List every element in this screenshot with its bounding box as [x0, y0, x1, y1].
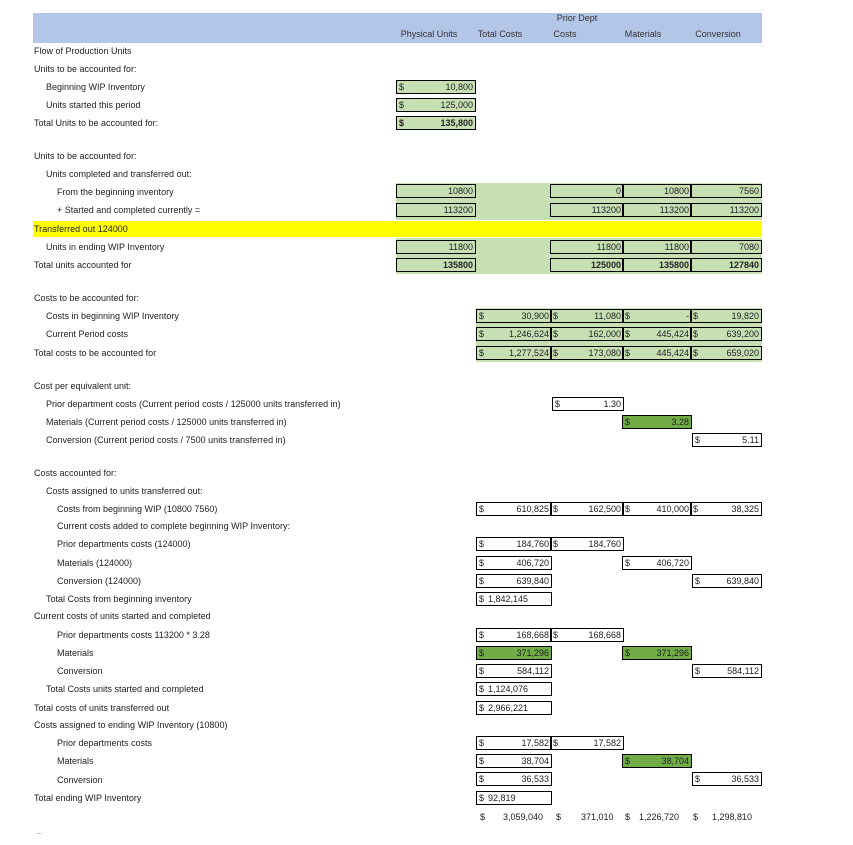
- transferred-out-row: [33, 221, 762, 237]
- header-prior-dept-costs: Costs: [553, 29, 577, 39]
- acc-conversion-ending: Conversion: [57, 775, 103, 785]
- units-conversion-cell: 7080: [690, 240, 762, 254]
- acc-total-transferred: Total costs of units transferred out: [34, 703, 170, 713]
- cpu-conversion-cell: $ 5.11: [692, 433, 762, 447]
- acc-materials-ending: Materials: [57, 756, 94, 766]
- acc-total-cell: $ 639,840: [476, 574, 552, 588]
- acc-materials-124000: Materials (124000): [57, 558, 133, 568]
- acc-total-cell: $ 584,112: [476, 664, 552, 678]
- acc-total-cell: $ 38,704: [476, 754, 552, 768]
- acc-conversion-cell: $ 38,325: [690, 502, 762, 516]
- acc-prior-cell: $ 168,668: [550, 628, 624, 642]
- units-prior-cell: 0: [550, 184, 624, 198]
- flow-value-cell: $ 135,800: [396, 116, 476, 130]
- flow-value-cell: $ 10,800: [396, 80, 476, 94]
- units-started-completed: + Started and completed currently =: [57, 205, 201, 215]
- flow-total: Total Units to be accounted for:: [34, 118, 159, 128]
- costs-materials-cell: $ 445,424: [622, 327, 692, 341]
- cpu-materials: Materials (Current period costs / 125000 units transferred in): [46, 417, 287, 427]
- acc-materials-cell: $ 38,704: [622, 754, 692, 768]
- costs-total-cell: $ 1,246,624: [476, 327, 552, 341]
- costs-prior-cell: $ 173,080: [550, 346, 624, 360]
- costs-conversion-cell: $ 639,200: [690, 327, 762, 341]
- costs-prior-cell: $ 162,000: [550, 327, 624, 341]
- cpu-materials-cell: $ 3.28: [622, 415, 692, 429]
- acc-total-started: Total Costs units started and completed: [46, 684, 204, 694]
- acc-total-ending-cell: $ 92,819: [476, 791, 552, 805]
- units-completed: Units completed and transferred out:: [46, 169, 192, 179]
- more-indicator[interactable]: ...: [36, 827, 43, 836]
- grand-currency: $: [480, 812, 486, 822]
- grand-materials: 1,226,720: [639, 812, 680, 822]
- cpu-prior: Prior department costs (Current period costs / 125000 units transferred in): [46, 399, 341, 409]
- acc-conversion-124000: Conversion (124000): [57, 576, 142, 586]
- grand-prior: 371,010: [581, 812, 614, 822]
- units-prior-cell: 11800: [550, 240, 624, 254]
- flow-value-cell: $ 125,000: [396, 98, 476, 112]
- grand-currency: $: [693, 812, 699, 822]
- acc-total-cell: $ 17,582: [476, 736, 552, 750]
- units-from-beginning: From the beginning inventory: [57, 187, 174, 197]
- acc-current-started: Current costs of units started and completed: [34, 611, 211, 621]
- acc-conversion-cell: $ 36,533: [692, 772, 762, 786]
- acc-prior-113200: Prior departments costs 113200 * 3.28: [57, 630, 210, 640]
- acc-prior-124000: Prior departments costs (124000): [57, 539, 191, 549]
- costs-title: Costs to be accounted for:: [34, 293, 140, 303]
- units-physical-cell: 113200: [396, 203, 476, 217]
- costs-total-cell: $ 30,900: [476, 309, 552, 323]
- acc-total-cell: $ 406,720: [476, 556, 552, 570]
- header-physical-units: Physical Units: [400, 29, 458, 39]
- cpu-conversion: Conversion (Current period costs / 7500 units transferred in): [46, 435, 286, 445]
- units-materials-cell: 113200: [622, 203, 692, 217]
- acc-total-ending: Total ending WIP Inventory: [34, 793, 142, 803]
- costs-beginning: Costs in beginning WIP Inventory: [46, 311, 179, 321]
- cpu-prior-cell: $ 1.30: [552, 397, 624, 411]
- acc-materials: Materials: [57, 648, 94, 658]
- flow-title: Flow of Production Units: [34, 46, 132, 56]
- grand-total: 3,059,040: [503, 812, 544, 822]
- units-prior-cell: 113200: [550, 203, 624, 217]
- units-materials-total: 135800: [622, 258, 692, 272]
- grand-currency: $: [625, 812, 631, 822]
- acc-total-cell: $ 36,533: [476, 772, 552, 786]
- acc-materials-cell: $ 410,000: [622, 502, 692, 516]
- acc-current-added: Current costs added to complete beginning WIP Inventory:: [57, 521, 290, 531]
- acc-conversion-cell: $ 584,112: [692, 664, 762, 678]
- acc-assigned-ending: Costs assigned to ending WIP Inventory (10800): [34, 720, 228, 730]
- acc-total-transferred-cell: $ 2,966,221: [476, 701, 552, 715]
- costs-materials-cell: $ -: [622, 309, 692, 323]
- acc-materials-cell: $ 371,296: [622, 646, 692, 660]
- units-physical-cell: 11800: [396, 240, 476, 254]
- units-conversion-cell: 113200: [690, 203, 762, 217]
- costs-conversion-cell: $ 19,820: [690, 309, 762, 323]
- header-prior-dept: Prior Dept: [556, 13, 598, 23]
- acc-conversion-cell: $ 639,840: [692, 574, 762, 588]
- cpu-title: Cost per equivalent unit:: [34, 381, 132, 391]
- acc-total-cell: $ 371,296: [476, 646, 552, 660]
- acc-prior-ending: Prior departments costs: [57, 738, 153, 748]
- acc-conversion: Conversion: [57, 666, 103, 676]
- units-prior-total: 125000: [550, 258, 624, 272]
- costs-prior-cell: $ 11,080: [550, 309, 624, 323]
- units-conversion-total: 127840: [690, 258, 762, 272]
- costs-total: Total costs to be accounted for: [34, 348, 157, 358]
- grand-conversion: 1,298,810: [712, 812, 753, 822]
- units-transferred-out: Transferred out 124000: [34, 224, 128, 234]
- units-ending-wip: Units in ending WIP Inventory: [46, 242, 165, 252]
- costs-current: Current Period costs: [46, 329, 129, 339]
- header-materials: Materials: [624, 29, 662, 39]
- header-conversion: Conversion: [695, 29, 741, 39]
- acc-prior-cell: $ 162,500: [550, 502, 624, 516]
- flow-started: Units started this period: [46, 100, 141, 110]
- header-total-costs: Total Costs: [477, 29, 523, 39]
- units-total: Total units accounted for: [34, 260, 132, 270]
- acc-title: Costs accounted for:: [34, 468, 117, 478]
- acc-total-cell: $ 610,825: [476, 502, 552, 516]
- acc-total-beginning: Total Costs from beginning inventory: [46, 594, 192, 604]
- grand-currency: $: [556, 812, 562, 822]
- acc-total-cell: $ 184,760: [476, 537, 552, 551]
- acc-total-started-cell: $ 1,124,076: [476, 682, 552, 696]
- units-materials-cell: 10800: [622, 184, 692, 198]
- acc-assigned: Costs assigned to units transferred out:: [46, 486, 203, 496]
- acc-total-beginning-cell: $ 1,842,145: [476, 592, 552, 606]
- costs-conversion-cell: $ 659,020: [690, 346, 762, 360]
- acc-from-beginning: Costs from beginning WIP (10800 7560): [57, 504, 218, 514]
- costs-total-cell: $ 1,277,524: [476, 346, 552, 360]
- units-physical-cell: 10800: [396, 184, 476, 198]
- flow-to-account: Units to be accounted for:: [34, 64, 137, 74]
- flow-beginning-wip: Beginning WIP Inventory: [46, 82, 145, 92]
- acc-materials-cell: $ 406,720: [622, 556, 692, 570]
- acc-prior-cell: $ 184,760: [550, 537, 624, 551]
- acc-prior-cell: $ 17,582: [550, 736, 624, 750]
- units-conversion-cell: 7560: [690, 184, 762, 198]
- units-to-account: Units to be accounted for:: [34, 151, 137, 161]
- acc-total-cell: $ 168,668: [476, 628, 552, 642]
- units-physical-total: 135800: [396, 258, 476, 272]
- costs-materials-cell: $ 445,424: [622, 346, 692, 360]
- units-materials-cell: 11800: [622, 240, 692, 254]
